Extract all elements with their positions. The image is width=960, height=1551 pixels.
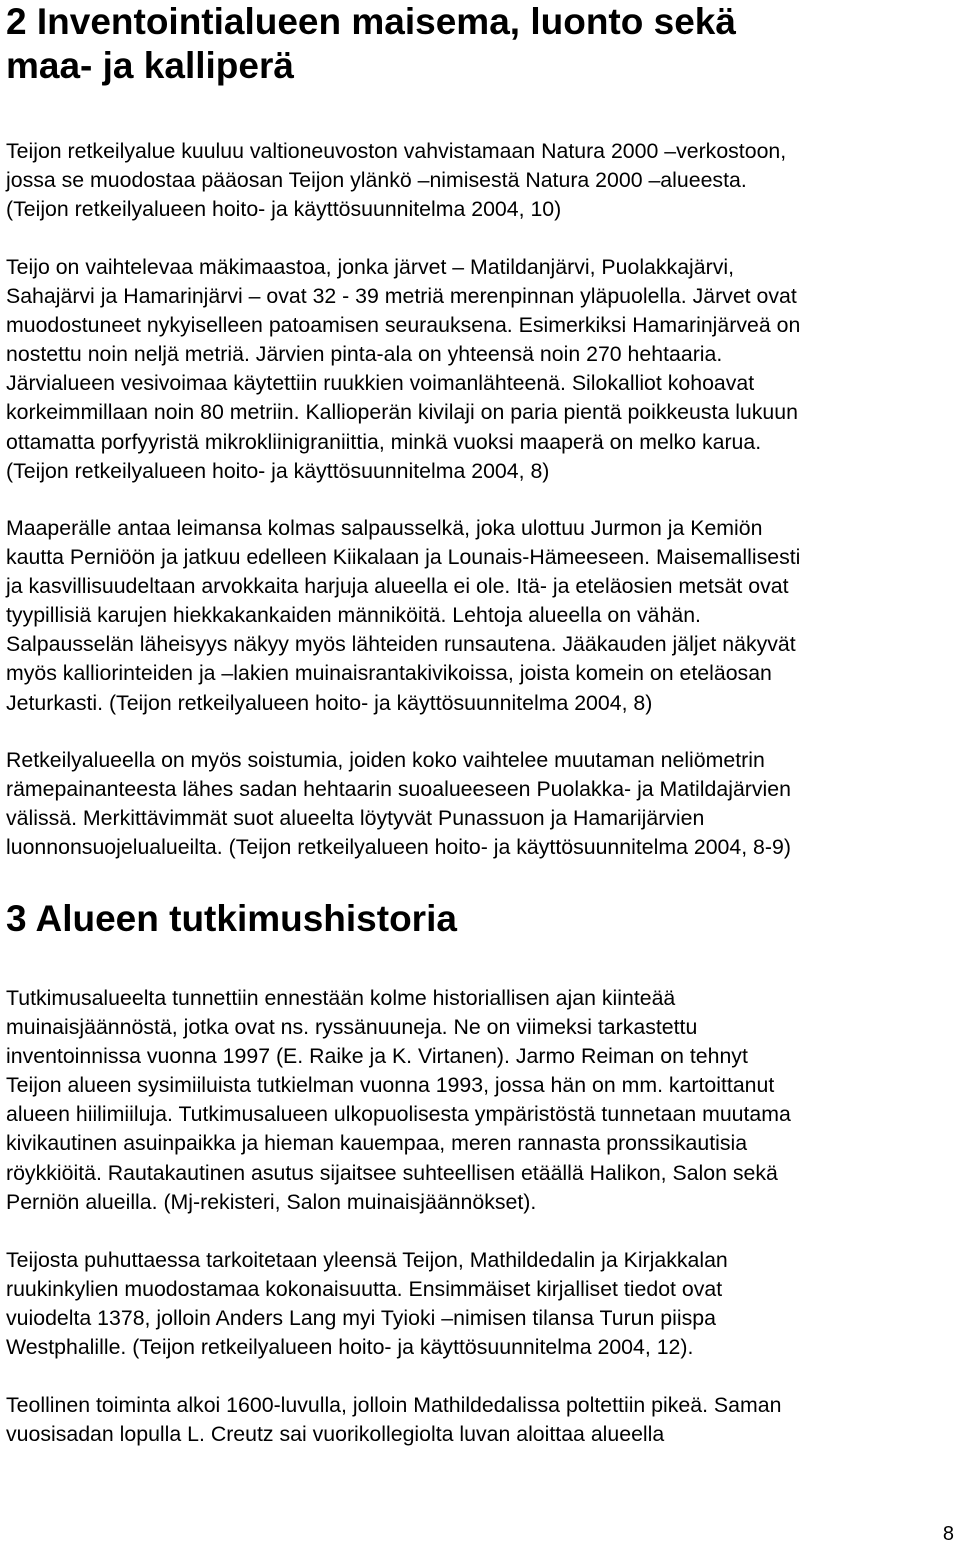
paragraph-soil — [6, 514, 954, 718]
text-line: kautta Perniöön ja jatkuu edelleen Kiikalaan ja Lounais-Hämeeseen. Maisemallisesti — [6, 545, 801, 570]
text-line: vuiodelta 1378, jolloin Anders Lang myi Tyioki –nimisen tilansa Turun piispa — [6, 1306, 716, 1331]
text-line: muodostuneet nykyiselleen patoamisen seurauksena. Esimerkiksi Hamarinjärveä on — [6, 313, 801, 338]
text-line: Teijosta puhuttaessa tarkoitetaan yleensä Teijon, Mathildedalin ja Kirjakkalan — [6, 1248, 728, 1272]
text-line: myös kalliorinteiden ja –lakien muinaisrantakivikoissa, joista komein on eteläosan — [6, 661, 772, 686]
text-line: tyypillisiä karujen hiekkakankaiden männiköitä. Lehtoja alueella on vähän. — [6, 603, 701, 628]
text-line: Järvialueen vesivoimaa käytettiin ruukkien voimanlähteenä. Silokalliot kohoavat — [6, 371, 755, 396]
text-line: ruukinkylien muodostamaa kokonaisuutta. Ensimmäiset kirjalliset tiedot ovat — [6, 1277, 723, 1302]
text-line: (Teijon retkeilyalueen hoito- ja käyttösuunnitelma 2004, 8) — [6, 458, 550, 483]
text-line: inventoinnissa vuonna 1997 (E. Raike ja K. Virtanen). Jarmo Reiman on tehnyt — [6, 1044, 748, 1069]
text-line: (Teijon retkeilyalueen hoito- ja käyttösuunnitelma 2004, 10) — [6, 197, 562, 222]
text-line: Teijo on vaihtelevaa mäkimaastoa, jonka järvet – Matildanjärvi, Puolakkajärvi, — [6, 255, 735, 279]
paragraph-bogs — [6, 746, 954, 862]
text-line: Westphalille. (Teijon retkeilyalueen hoito- ja käyttösuunnitelma 2004, 12). — [6, 1335, 694, 1360]
text-line: Salpausselän läheisyys näkyy myös lähteiden runsautena. Jääkauden jäljet näkyvät — [6, 632, 796, 657]
text-line: Retkeilyalueella on myös soistumia, joiden koko vaihtelee muutaman neliömetrin — [6, 748, 765, 772]
text-line: rämepainanteesta lähes sadan hehtaarin suoalueeseen Puolakka- ja Matildajärvien — [6, 777, 791, 802]
text-line: alueen hiilimiiluja. Tutkimusalueen ulkopuolisesta ympäristöstä tunnetaan muutama — [6, 1102, 791, 1127]
text-line: ja kasvillisuudeltaan arvokkaita harjuja alueella ei ole. Itä- ja eteläosien metsät ovat — [6, 574, 789, 599]
text-line: nostettu noin neljä metriä. Järvien pinta-ala on yhteensä noin 270 hehtaaria. — [6, 342, 723, 367]
paragraph-lakes — [6, 253, 954, 486]
text-line: korkeimmillaan noin 80 metriin. Kallioperän kivilaji on paria pientä poikkeusta lukuun — [6, 400, 798, 425]
text-line: Maaperälle antaa leimansa kolmas salpausselkä, joka ulottuu Jurmon ja Kemiön — [6, 516, 763, 540]
text-line: välissä. Merkittävimmät suot alueelta löytyvät Punassuon ja Hamarijärvien — [6, 806, 705, 831]
text-line: Tutkimusalueelta tunnettiin ennestään kolme historiallisen ajan kiinteää — [6, 986, 676, 1010]
paragraph-natura — [6, 137, 954, 224]
text-line: vuosisadan lopulla L. Creutz sai vuorikollegiolta luvan aloittaa alueella — [6, 1422, 665, 1447]
text-line: Sahajärvi ja Hamarinjärvi – ovat 32 - 39 metriä merenpinnan yläpuolella. Järvet ovat — [6, 284, 797, 309]
text-line: Perniön alueilla. (Mj-rekisteri, Salon muinaisjäännökset). — [6, 1189, 537, 1214]
paragraph-villages — [6, 1246, 954, 1362]
paragraph-research — [6, 984, 954, 1217]
text-line: röykkiöitä. Rautakautinen asutus sijaitsee suhteellisen etäällä Halikon, Salon sekä — [6, 1160, 778, 1185]
text-line: luonnonsuojelualueilta. (Teijon retkeilyalueen hoito- ja käyttösuunnitelma 2004, 8-9) — [6, 835, 791, 860]
text-line: Jeturkasti. (Teijon retkeilyalueen hoito- ja käyttösuunnitelma 2004, 8) — [6, 690, 653, 715]
section-3-heading: 3 Alueen tutkimushistoria — [6, 898, 457, 939]
text-line: ottamatta porfyyristä mikrokliinigraniittia, minkä vuoksi maaperä on melko karua. — [6, 429, 762, 454]
section-2-heading — [6, 0, 954, 88]
text-line: Teijon alueen sysimiiluista tutkielman vuonna 1993, jossa hän on mm. kartoittanut — [6, 1073, 775, 1098]
text-line: kivikautinen asuinpaikka ja hieman kauempaa, meren rannasta pronssikautisia — [6, 1131, 748, 1156]
page-number: 8 — [942, 1523, 954, 1545]
heading-line: 2 Inventointialueen maisema, luonto sekä — [6, 1, 736, 42]
text-line: jossa se muodostaa pääosan Teijon ylänkö –nimisestä Natura 2000 –alueesta. — [6, 168, 747, 193]
text-line: Teijon retkeilyalue kuuluu valtioneuvoston vahvistamaan Natura 2000 –verkostoon, — [6, 139, 787, 163]
text-line: Teollinen toiminta alkoi 1600-luvulla, jolloin Mathildedalissa poltettiin pikeä. Saman — [6, 1393, 782, 1417]
paragraph-industry — [6, 1391, 954, 1449]
heading-line: maa- ja kalliperä — [6, 45, 294, 86]
text-line: muinaisjäännöstä, jotka ovat ns. ryssänuuneja. Ne on viimeksi tarkastettu — [6, 1015, 698, 1040]
